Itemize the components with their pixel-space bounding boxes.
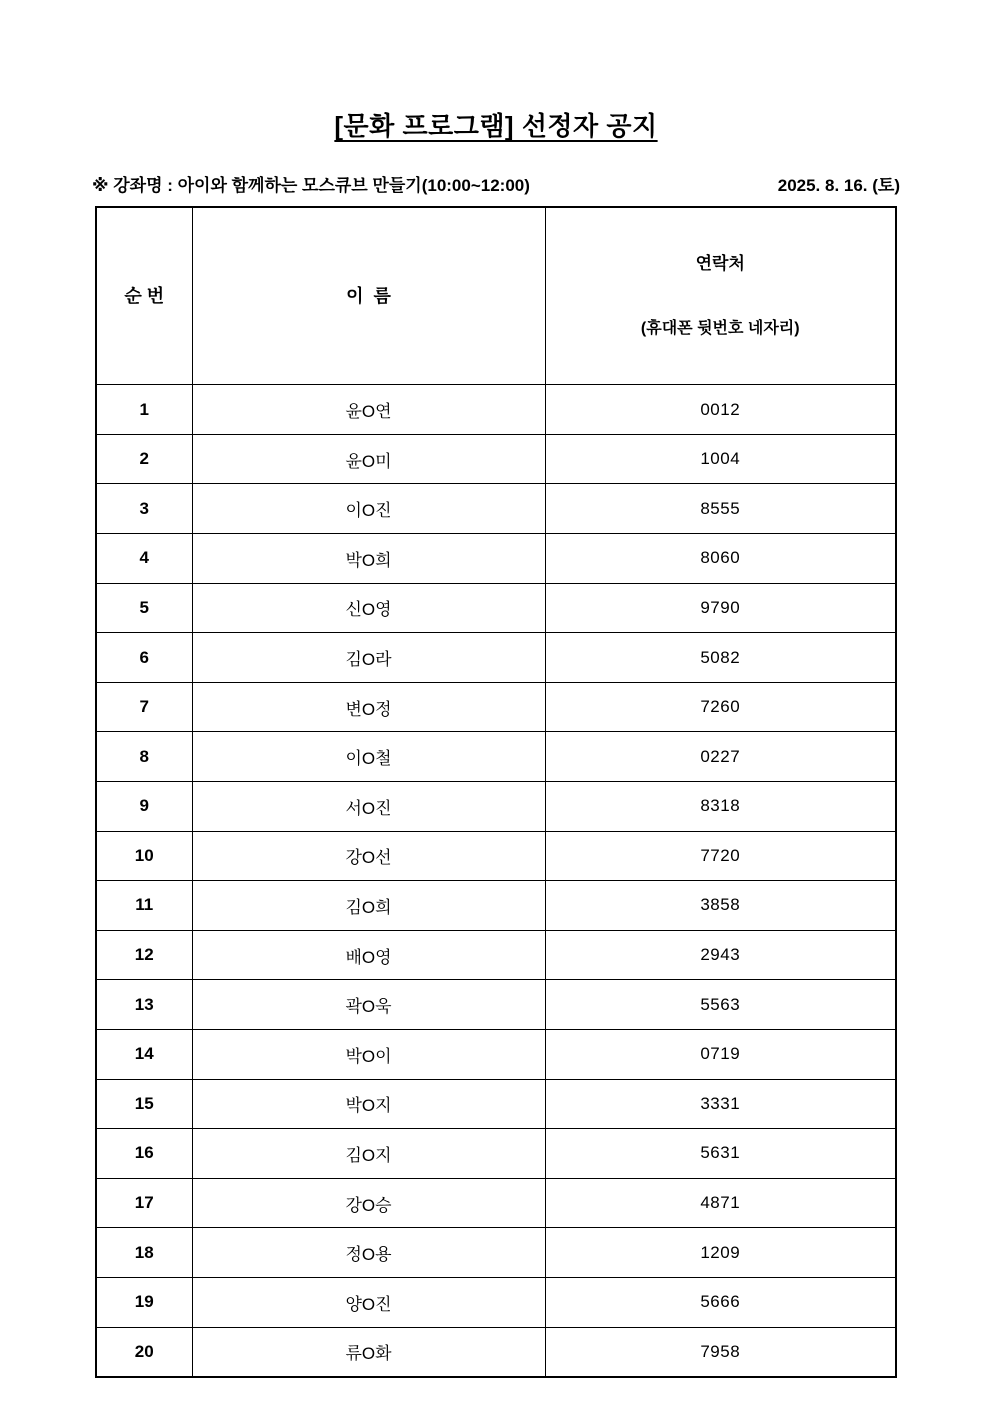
cell-row-number: 15: [96, 1079, 192, 1129]
cell-phone: 4871: [545, 1178, 896, 1228]
cell-name: 김O라: [192, 633, 545, 683]
cell-name: 윤O미: [192, 434, 545, 484]
cell-row-number: 17: [96, 1178, 192, 1228]
cell-row-number: 4: [96, 534, 192, 584]
course-info-row: [92, 171, 900, 196]
cell-phone: 3331: [545, 1079, 896, 1129]
table-row: [96, 980, 896, 1030]
table-row: [96, 1228, 896, 1278]
header-contact-line2: (휴대폰 뒷번호 네자리): [640, 320, 800, 338]
cell-name: 김O희: [192, 881, 545, 931]
cell-row-number: 12: [96, 930, 192, 980]
table-row: [96, 434, 896, 484]
cell-phone: 0719: [545, 1029, 896, 1079]
cell-name: 정O용: [192, 1228, 545, 1278]
table-row: [96, 1029, 896, 1079]
cell-row-number: 6: [96, 633, 192, 683]
cell-name: 서O진: [192, 782, 545, 832]
cell-phone: 0227: [545, 732, 896, 782]
cell-phone: 5082: [545, 633, 896, 683]
cell-row-number: 7: [96, 682, 192, 732]
cell-phone: 1004: [545, 434, 896, 484]
cell-phone: 0012: [545, 385, 896, 435]
table-row: [96, 534, 896, 584]
cell-row-number: 19: [96, 1277, 192, 1327]
cell-name: 신O영: [192, 583, 545, 633]
selection-table-head: [96, 207, 896, 385]
cell-name: 곽O욱: [192, 980, 545, 1030]
table-row: [96, 1277, 896, 1327]
table-row: [96, 1079, 896, 1129]
cell-phone: 5563: [545, 980, 896, 1030]
cell-name: 윤O연: [192, 385, 545, 435]
cell-name: 김O지: [192, 1129, 545, 1179]
table-row: [96, 583, 896, 633]
table-row: [96, 633, 896, 683]
cell-name: 류O화: [192, 1327, 545, 1377]
table-row: [96, 385, 896, 435]
cell-phone: 5666: [545, 1277, 896, 1327]
cell-name: 양O진: [192, 1277, 545, 1327]
cell-name: 변O정: [192, 682, 545, 732]
table-header-row: [96, 207, 896, 385]
cell-row-number: 8: [96, 732, 192, 782]
cell-name: 이O진: [192, 484, 545, 534]
cell-row-number: 3: [96, 484, 192, 534]
cell-phone: 5631: [545, 1129, 896, 1179]
header-no: 순 번: [96, 207, 192, 385]
header-contact-line1: 연락처: [695, 254, 745, 273]
table-row: [96, 881, 896, 931]
cell-row-number: 14: [96, 1029, 192, 1079]
table-row: [96, 484, 896, 534]
cell-row-number: 9: [96, 782, 192, 832]
cell-name: 박O이: [192, 1029, 545, 1079]
cell-row-number: 2: [96, 434, 192, 484]
table-row: [96, 930, 896, 980]
cell-name: 강O선: [192, 831, 545, 881]
table-row: [96, 732, 896, 782]
selection-table: [95, 206, 897, 1378]
header-name: 이 름: [192, 207, 545, 385]
cell-row-number: 5: [96, 583, 192, 633]
cell-name: 강O승: [192, 1178, 545, 1228]
table-row: [96, 1327, 896, 1377]
cell-phone: 7260: [545, 682, 896, 732]
cell-row-number: 11: [96, 881, 192, 931]
page-title: [0, 0, 992, 143]
cell-phone: 9790: [545, 583, 896, 633]
page-title-text: [문화 프로그램] 선정자 공지: [334, 111, 658, 141]
cell-phone: 7958: [545, 1327, 896, 1377]
cell-phone: 8060: [545, 534, 896, 584]
table-row: [96, 831, 896, 881]
table-row: [96, 1129, 896, 1179]
cell-row-number: 10: [96, 831, 192, 881]
header-contact: [545, 207, 896, 385]
cell-name: 박O지: [192, 1079, 545, 1129]
cell-row-number: 1: [96, 385, 192, 435]
cell-phone: 3858: [545, 881, 896, 931]
cell-phone: 2943: [545, 930, 896, 980]
cell-row-number: 16: [96, 1129, 192, 1179]
cell-phone: 1209: [545, 1228, 896, 1278]
table-row: [96, 782, 896, 832]
cell-row-number: 13: [96, 980, 192, 1030]
cell-row-number: 20: [96, 1327, 192, 1377]
cell-phone: 7720: [545, 831, 896, 881]
selection-table-body: [96, 385, 896, 1377]
course-name-label: ※ 강좌명 : 아이와 함께하는 모스큐브 만들기(10:00~12:00): [92, 176, 530, 195]
cell-name: 배O영: [192, 930, 545, 980]
table-row: [96, 1178, 896, 1228]
cell-name: 박O희: [192, 534, 545, 584]
cell-phone: 8555: [545, 484, 896, 534]
cell-row-number: 18: [96, 1228, 192, 1278]
cell-name: 이O철: [192, 732, 545, 782]
cell-phone: 8318: [545, 782, 896, 832]
table-row: [96, 682, 896, 732]
course-date: 2025. 8. 16. (토): [777, 176, 900, 195]
